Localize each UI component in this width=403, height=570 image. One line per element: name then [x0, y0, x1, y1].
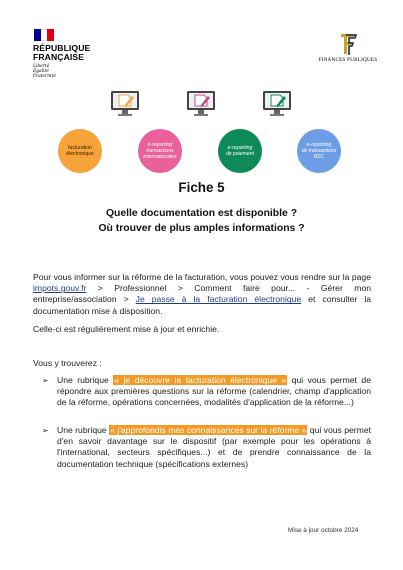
list-item	[42, 375, 371, 409]
circle-4-line-3: B2C	[314, 154, 324, 160]
circle-2-line-2: transactions	[146, 148, 174, 154]
circle-3-line-2: de paiement	[225, 151, 255, 157]
arrow-bullet-icon: ➢	[42, 376, 49, 385]
arrow-bullet-icon: ➢	[42, 426, 49, 435]
list-item	[42, 425, 371, 470]
circle-1-line-2: électronique	[66, 151, 94, 157]
circle-facturation-electronique	[58, 129, 102, 173]
circle-1-line-1: facturation	[68, 145, 92, 151]
monitor-orange-icon	[110, 90, 140, 118]
facturation-electronique-link[interactable]: Je passe à la facturation électronique	[135, 294, 302, 305]
update-note: Celle-ci est régulièrement mise à jour et enrichie.	[33, 324, 220, 334]
french-flag-icon	[34, 29, 54, 41]
impots-gouv-link[interactable]: impots.gouv.fr	[33, 283, 87, 294]
circle-ereporting-international	[138, 129, 182, 173]
question-2: Où trouver de plus amples informations ?	[98, 223, 305, 234]
item-1-highlight: « je découvre la facturation électronique »	[114, 375, 287, 385]
republique-line-2: FRANÇAISE	[33, 52, 85, 62]
item-1-before: Une rubrique	[57, 375, 114, 385]
intro-text-2: > Professionnel > Comment faire pour... - Gérer mon entreprise/association >	[33, 283, 371, 305]
motto-liberte: Liberté	[33, 64, 50, 69]
circle-ereporting-paiement	[218, 129, 262, 173]
page-title: Fiche 5	[178, 180, 225, 195]
item-2-before: Une rubrique	[57, 425, 110, 435]
you-will-find-label: Vous y trouverez :	[33, 358, 102, 368]
circle-2-line-3: internationales	[143, 154, 177, 160]
intro-text-1: Pour vous informer sur la réforme de la facturation, vous pouvez vous rendre sur la page	[33, 272, 371, 282]
update-date-footer: Mise à jour octobre 2024	[288, 527, 359, 534]
monitor-pink-icon	[186, 90, 216, 118]
monitor-green-icon	[262, 90, 292, 118]
circle-4-line-2: de transactions	[301, 148, 337, 154]
republique-line-1: RÉPUBLIQUE	[33, 43, 91, 53]
motto-fraternite: Fraternité	[33, 74, 56, 79]
question-1: Quelle documentation est disponible ?	[105, 208, 298, 219]
republique-francaise-logo	[33, 29, 113, 79]
circle-4-line-1: e-reporting	[306, 142, 332, 148]
item-1-after: qui vous permet de répondre aux premières questions sur la réforme (calendrier, champ d'application de la réforme, opérations concernées, modalités d'application de la réforme...)	[57, 375, 371, 408]
circle-2-line-1: e-reporting	[147, 142, 173, 148]
circle-3-line-1: e-reporting	[227, 145, 253, 151]
circle-ereporting-b2c	[297, 129, 341, 173]
finances-publiques-text: FINANCES PUBLIQUES	[318, 57, 378, 63]
finances-publiques-logo	[318, 32, 378, 63]
item-2-highlight: « j'approfondis mes connaissances sur la réforme »	[110, 425, 307, 435]
finances-publiques-emblem-icon	[337, 32, 359, 56]
item-2-after: qui vous permet d'en savoir davantage sur le dispositif (par exemple pour les opérations à l'international, secteurs spécifiques...) et de prendre connaissance de la documentation technique (spécifications externes)	[57, 425, 371, 469]
intro-paragraph	[33, 272, 371, 317]
motto-egalite: Égalité	[33, 69, 49, 74]
intro-text-3: et consulter la documentation mise à disposition.	[33, 294, 372, 316]
